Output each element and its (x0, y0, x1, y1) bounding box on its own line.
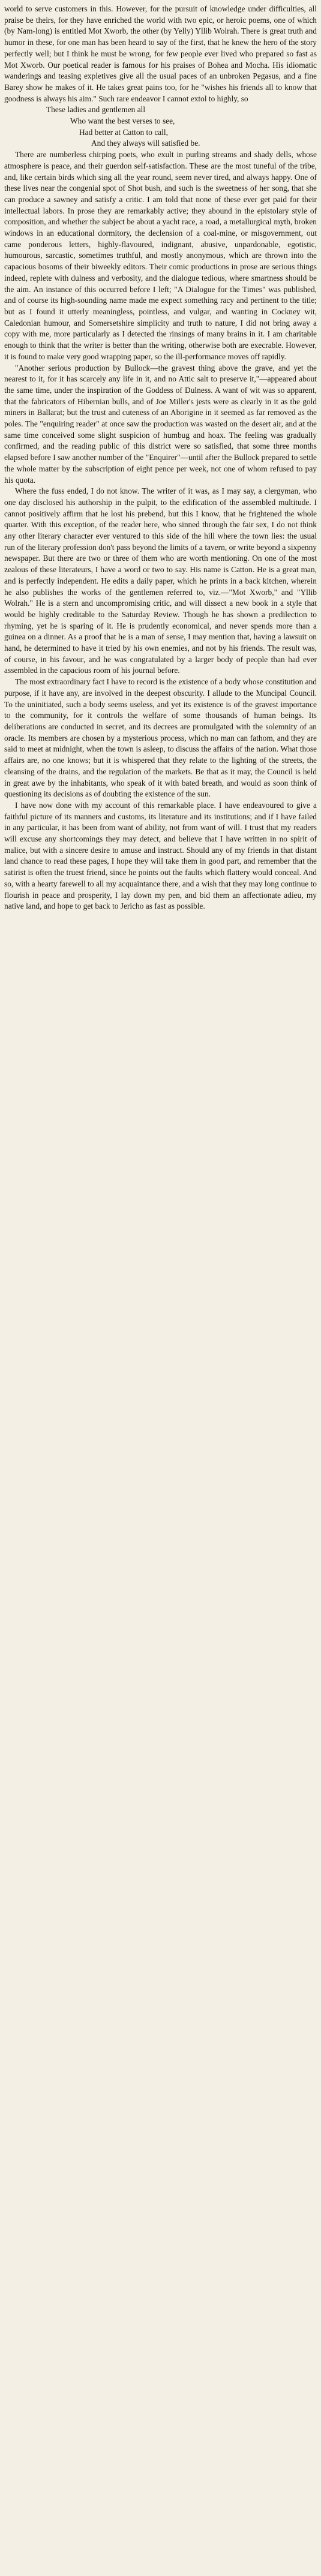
article-paragraph: world to serve customers in this. However, for the pursuit of knowledge under difficulties, all praise be theirs, for they have enriched the world with two epic, or heroic poems, one of which (by Nam-long) is entitled Mot Xworb, the other (by Yelly) Yllib Wolrah. There is great truth and humor in these, for one man has been heard to say of the first, that he knew the hero of the story perfectly well; but I think he must be wrong, for few people ever lived who prepared so fast as Mot Xworb. Our poetical reader is famous for his praises of Bohea and Mocha. His idiomatic wanderings and teasing expletives give all the usual paces of an unbroken Pegasus, and a fine Barey show he makes of it. He takes great pains too, for he "wishes his friends all to know that goodness is always his aim." Such rare endeavor I cannot extol to highly, so (4, 4, 317, 103)
verse-line: Had better at Catton to call, (79, 127, 168, 137)
article-paragraph: There are numberless chirping poets, who exult in purling streams and shady dells, whose atmosphere is peace, and their guerdon self-satisfaction. These are the most tuneful of the tribe, and, like certain birds which sing all the year round, seem never tired, and always happy. One of these lives near the congenial spot of Shot bush, and such is the sweetness of her song, that she can produce a sawney and satisfy a critic. I am told that none of these ever get paid for their intellectual labors. In prose they are remarkably active; they abound in the epistolary style of composition, and whether the subject be about a yacht race, a road, a metallurgical myth, broken windows in an educational dormitory, the declension of a coal-mine, or misgovernment, out came ponderous letters, highly-flavoured, indignant, abusive, unpardonable, egotistic, humourous, sarcastic, sometimes truthful, and mostly anonymous, which are thrown into the capacious bosoms of their biweekly editors. Their comic productions in prose are serious things indeed, replete with dulness and verbosity, and the dialogue tedious, where smartness should be the aim. An instance of this occurred before I left; "A Dialogue for the Times" was published, and of course its high-sounding name made me expect something racy and pertinent to the title; but as I found it utterly meaningless, pointless, and vulgar, and wanting in Cockney wit, Caledonian humour, and Somersetshire simplicity and truth to nature, I did not bring away a copy with me, more particularly as I detected the rinsings of many brains in it. I am charitable enough to think that the writer is better than the writing, otherwise both are execrable. However, it is found to make very good wrapping paper, so the ill-performance moves off rapidly. (4, 150, 317, 361)
article-text-before-verse (4, 4, 317, 104)
article-paragraph: The most extraordinary fact I have to record is the existence of a body whose constitution and purpose, if it have any, are involved in the deepest obscurity. I allude to the Muncipal Council. To the uninitiated, such a body seems useless, and yet its existence is of the gravest importance to the community, for it controls the welfare of some thousands of human beings. Its deliberations are conducted in secret, and its decrees are promulgated with the solemnity of an oracle. Its members are chosen by a mysterious process, which no man can fathom, and they are said to meet at midnight, when the town is asleep, to discuss the affairs of the nation. What those affairs are, no one knows; but it is whispered that they relate to the lighting of the streets, the cleansing of the drains, and the regulation of the markets. Be that as it may, the Council is held in great awe by the inhabitants, who speak of it with bated breath, and would as soon think of questioning its decisions as of doubting the existence of the sun. (4, 677, 317, 799)
verse-line: These ladies and gentlemen all (46, 105, 146, 115)
article-text-after-verse (4, 149, 317, 912)
article-paragraph: Where the fuss ended, I do not know. The writer of it was, as I may say, a clergyman, who one day disclosed his authorship in the pulpit, to the edification of the assembled multitude. I cannot positively affirm that he lost his prebend, but this I know, that he frightened the whole quarter. With this exception, of the reader here, who sinned through the fair sex, I do not think any other literary character ever ventured to this side of the hill where the town lies: the usual run of the literary profession don't pass beyond the limits of a tavern, or write beyond a sixpenny newspaper. But there are two or three of them who are worth mentioning. On one of the most zealous of these literateurs, I have a word or two to say. His name is Catton. He is a great man, and is perfectly independent. He edits a daily paper, which he prints in a back kitchen, wherein he also publishes the works of the gentlemen referred to, viz.—"Mot Xworb," and "Yllib Wolrah." He is a stern and uncompromising critic, and will dissect a new book in a style that would be highly creditable to the Saturday Review. Though he has shown a predilection to rhyming, yet he is sparing of it. He is prudently economical, and never spends more than a guinea on a dinner. As a proof that he is a man of sense, I may mention that, having a lawsuit on hand, he determined to have it tried by his own enemies, and not by his friends. The result was, of course, in his favour, and he was congratulated by a larger body of people than had ever assembled in the capacious room of his journal before. (4, 486, 317, 675)
article-paragraph: I have now done with my account of this remarkable place. I have endeavoured to give a faithful picture of its manners and customs, its literature and its institutions; and if I have failed in any particular, it has been from want of ability, not from want of will. I trust that my readers will excuse any shortcomings they may detect, and believe that I have written in no spirit of malice, but with a sincere desire to amuse and instruct. Should any of my friends in that distant land chance to read these pages, I hope they will take them in good part, and remember that the satirist is often the truest friend, since he points out the faults which flattery would conceal. And so, with a hearty farewell to all my acquaintance there, and a wish that they may long continue to flourish in peace and prosperity, I lay down my pen, and bid them an affectionate adieu, my native land, and hope to get back to Jericho as fast as possible. (4, 800, 317, 911)
article-paragraph: "Another serious production by Bullock—the gravest thing above the grave, and yet the nearest to it, for it has scarcely any life in it, and no Attic salt to preserve it,"—appeared about the same time, under the inspiration of the Goddess of Dulness. A want of wit was so apparent, that the fabricators of Hibernian bulls, and of Joe Miller's jests were as clearly in it as the gold miners in Ballarat; but the trust and cuteness of an Aborigine in it seemed as far removed as the poles. The "enquiring reader" at once saw the production was wasted on the desert air, and at the same time conceived some slight suspicion of humbug and hoax. The feeling was gradually confirmed, and the reading public of this district were so satisfied, that some three months elapsed before I saw another number of the "Enquirer"—until after the Bullock prepared to settle the whole matter by the subscription of eight pence per week, not one of whom refused to pay his quota. (4, 363, 317, 485)
verse-line: Who want the best verses to see, (70, 116, 175, 126)
verse-quotation (4, 104, 317, 149)
verse-line: And they always will satisfied be. (91, 139, 200, 148)
